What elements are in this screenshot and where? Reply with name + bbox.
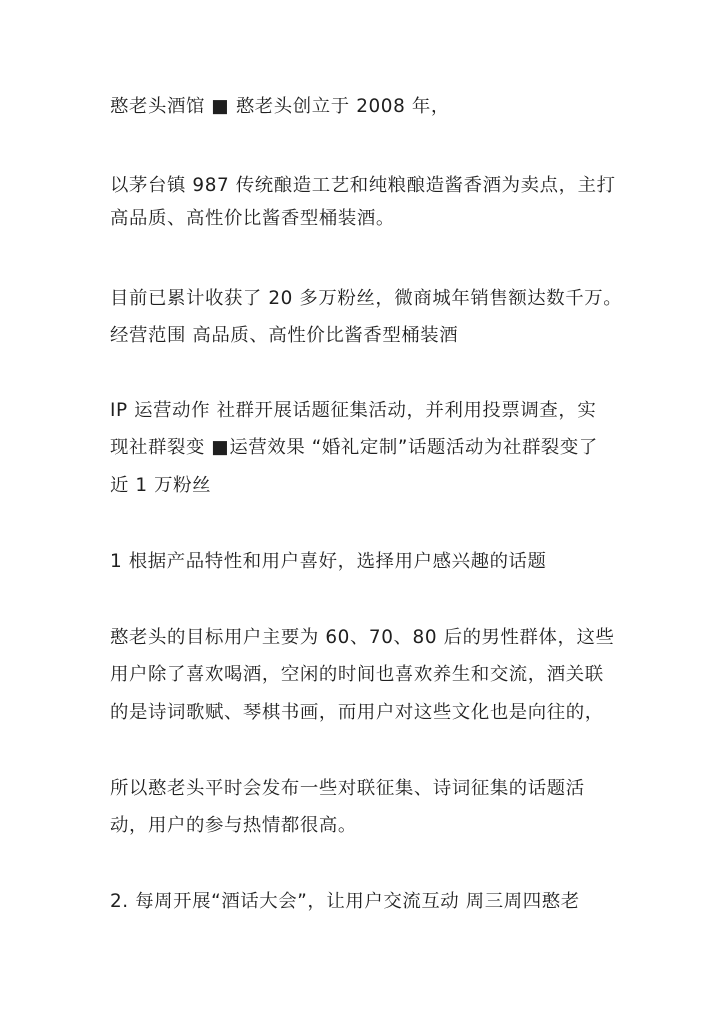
- text-line: 1 根据产品特性和用户喜好，选择用户感兴趣的话题: [110, 551, 547, 572]
- text-line: 近 1 万粉丝: [110, 475, 212, 496]
- text-line: 憨老头酒馆 ■ 憨老头创立于 2008 年，: [110, 96, 450, 117]
- text-line: 高品质、高性价比酱香型桶装酒。: [110, 208, 395, 229]
- text-line: 动，用户的参与热情都很高。: [110, 815, 357, 836]
- text-line: 目前已累计收获了 20 多万粉丝，微商城年销售额达数千万。: [110, 288, 623, 309]
- text-line: 经营范围 高品质、高性价比酱香型桶装酒: [110, 325, 459, 346]
- text-line: 用户除了喜欢喝酒，空闲的时间也喜欢养生和交流，酒关联: [110, 664, 604, 685]
- text-line: IP 运营动作 社群开展话题征集活动，并利用投票调查，实: [110, 400, 597, 421]
- text-line: 所以憨老头平时会发布一些对联征集、诗词征集的话题活: [110, 778, 585, 799]
- text-line: 憨老头的目标用户主要为 60、70、80 后的男性群体，这些: [110, 627, 615, 648]
- text-line: 现社群裂变 ■运营效果 “婚礼定制”话题活动为社群裂变了: [110, 437, 598, 458]
- text-line: 2. 每周开展“酒话大会”，让用户交流互动 周三周四憨老: [110, 891, 580, 912]
- text-line: 以茅台镇 987 传统酿造工艺和纯粮酿造酱香酒为卖点，主打: [110, 175, 616, 196]
- text-line: 的是诗词歌赋、琴棋书画，而用户对这些文化也是向往的，: [110, 702, 604, 723]
